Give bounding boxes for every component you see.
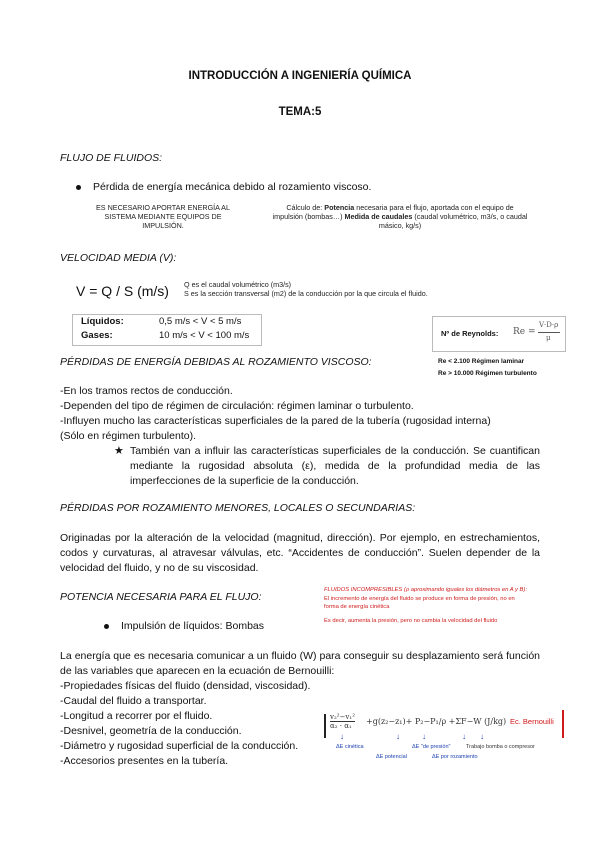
note-line (250, 212, 550, 221)
note-calculo (250, 203, 550, 230)
note-line (250, 203, 550, 212)
velocity-range-table (72, 314, 262, 346)
section-heading-menores: PÉRDIDAS POR ROZAMIENTO MENORES, LOCALES O SECUNDARIAS: (60, 502, 416, 514)
perdidas-line: -En los tramos rectos de conducción. (60, 385, 233, 397)
bullet-text: Impulsión de líquidos: Bombas (121, 620, 264, 632)
bernoulli-equation (324, 710, 564, 765)
row-range-liquidos: 0,5 m/s < V < 5 m/s (159, 316, 242, 327)
note-fragment: (caudal volumétrico, m3/s, o caudal (412, 212, 528, 221)
section-heading-potencia: POTENCIA NECESARIA PARA EL FLUJO: (60, 591, 262, 603)
red-note-line: forma de energía cinética (324, 604, 390, 610)
red-note-line: El incremento de energía del fluido se produce en forma de presión, no en (324, 595, 515, 602)
note-line: másico, kg/s) (378, 221, 422, 230)
note-bold: Potencia (324, 203, 355, 212)
note-line: ES NECESARIO APORTAR ENERGÍA AL (96, 203, 230, 212)
red-note-line: Es decir, aumenta la presión, pero no cambia la velocidad del fluido (324, 617, 498, 624)
kinetic-term: v₂²−v₁² α₂ · α₁ (330, 713, 355, 730)
star-paragraph: También van a influir las características superficiales de la conducción. Se cuantifican mediante la rugosidad absoluta (ε), medida de la profundidad media de las imperfecciones de la superficie de la conducción. (130, 445, 540, 487)
note-impulsion (78, 203, 248, 230)
red-note-line: FLUIDOS INCOMPRESIBLES (ρ aproximando iguales los diámetros en A y B): (324, 587, 527, 593)
label-potencial: ΔE potencial (376, 754, 407, 760)
section-heading-perdidas: PÉRDIDAS DE ENERGÍA DEBIDAS AL ROZAMIENTO VISCOSO: (60, 356, 372, 368)
section-heading-flujo: FLUJO DE FLUIDOS: (60, 152, 163, 164)
row-label-gases: Gases: (81, 330, 113, 341)
bracket-left (324, 714, 326, 738)
label-rozamiento: ΔE por rozamiento (432, 754, 478, 760)
reynolds-box (432, 316, 566, 352)
bullet-icon (76, 185, 81, 190)
incompressible-note (324, 586, 554, 625)
arrow-icon: ↓ (396, 732, 400, 741)
note-fragment: Cálculo de: (286, 203, 325, 212)
perdidas-line: (Sólo en régimen turbulento). (60, 430, 196, 442)
fraction-bar (538, 332, 560, 333)
potencia-item: -Longitud a recorrer por el fluido. (60, 710, 213, 722)
note-line: SISTEMA MEDIANTE EQUIPOS DE (104, 212, 222, 221)
arrow-icon: ↓ (340, 732, 344, 741)
potencia-item: -Caudal del fluido a transportar. (60, 695, 207, 707)
row-range-gases: 10 m/s < V < 100 m/s (159, 330, 250, 341)
bullet-text: Pérdida de energía mecánica debido al rozamiento viscoso. (93, 181, 372, 193)
perdidas-line: -Influyen mucho las características superficiales de la pared de la tubería (rugosidad interna) (60, 415, 491, 427)
reynolds-lhs: Re = (513, 327, 536, 337)
velocity-definitions (184, 280, 428, 298)
red-rule (562, 710, 564, 738)
velocity-formula: V = Q / S (m/s) (76, 283, 169, 299)
reynolds-denominator: μ (546, 334, 551, 342)
def-q: Q es el caudal volumétrico (m3/s) (184, 280, 292, 289)
label-cinetica: ΔE cinética (336, 744, 364, 750)
note-bold: Medida de caudales (344, 212, 413, 221)
document-title: INTRODUCCIÓN A INGENIERÍA QUÍMICA (188, 70, 412, 82)
label-trabajo: Trabajo bomba o compresor (466, 744, 535, 750)
reynolds-laminar: Re < 2.100 Régimen laminar (438, 358, 525, 365)
reynolds-label: Nº de Reynolds: (441, 329, 499, 338)
note-line: IMPULSIÓN. (142, 221, 184, 230)
arrow-icon: ↓ (480, 732, 484, 741)
potencia-item: -Desnivel, geometría de la conducción. (60, 725, 242, 737)
potencia-item: -Accesorios presentes en la tubería. (60, 755, 229, 767)
reynolds-numerator: V·D·ρ (539, 321, 559, 329)
equation-name: Ec. Bernouilli (510, 717, 554, 726)
menores-paragraph: Originadas por la alteración de la velocidad (magnitud, dirección). Por ejemplo, en estrechamientos, codos y curvaturas, al atravesar válvulas, etc. “Accidentes de conducción”. Suelen depender de la velocidad del fluido, y no de su viscosidad. (60, 532, 540, 574)
bullet-icon (104, 624, 109, 629)
perdidas-line: -Dependen del tipo de régimen de circulación: régimen laminar o turbulento. (60, 400, 414, 412)
bullet-bombas (104, 619, 264, 634)
potencia-item: -Diámetro y rugosidad superficial de la conducción. (60, 740, 299, 752)
star-icon: ★ (114, 445, 124, 457)
potencia-paragraph: La energía que es necesaria comunicar a un fluido (W) para conseguir su desplazamiento será función de las variables que aparecen en la ecuación de Bernouilli: (60, 650, 540, 677)
row-label-liquidos: Líquidos: (81, 316, 124, 327)
arrow-icon: ↓ (422, 732, 426, 741)
arrow-icon: ↓ (462, 732, 466, 741)
reynolds-turbulent: Re > 10.000 Régimen turbulento (438, 370, 537, 377)
def-s: S es la sección transversal (m2) de la conducción por la que circula el fluido. (184, 289, 428, 298)
note-fragment: necesaria para el flujo, aportada con el equipo de (354, 203, 514, 212)
bullet-perdida (76, 180, 371, 195)
topic-label: TEMA:5 (278, 106, 322, 118)
section-heading-velocidad: VELOCIDAD MEDIA (V): (60, 252, 177, 264)
note-fragment: impulsión (bombas…) (272, 212, 345, 221)
equation-terms: +g(z₂−z₁)+ P₂−P₁/ρ +ΣF−W (J/kg) (366, 717, 507, 726)
potencia-item: -Propiedades físicas del fluido (densidad, viscosidad). (60, 680, 311, 692)
label-presion: ΔE "de presión" (412, 744, 451, 750)
